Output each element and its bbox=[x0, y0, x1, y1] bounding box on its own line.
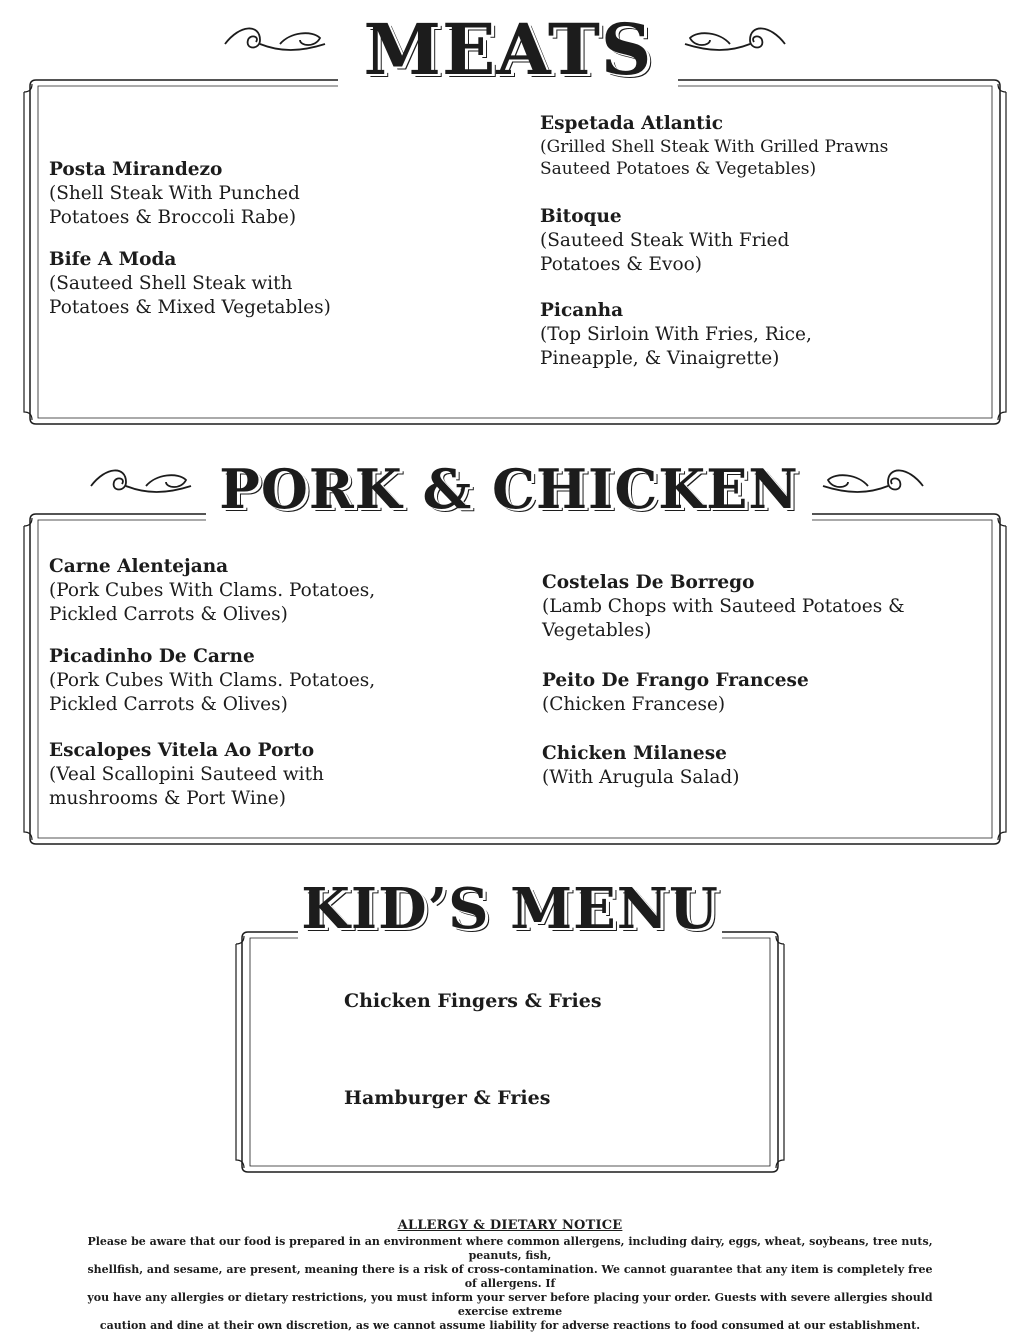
scroll-flourish-icon bbox=[818, 464, 928, 508]
item-desc: (Chicken Francese) bbox=[542, 694, 726, 715]
item-desc: (With Arugula Salad) bbox=[542, 767, 740, 788]
menu-item bbox=[540, 299, 830, 371]
menu-item bbox=[540, 205, 810, 277]
scroll-flourish-icon bbox=[220, 22, 330, 66]
notice-body bbox=[80, 1235, 940, 1333]
item-name: Carne Alentejana bbox=[49, 556, 229, 577]
allergy-notice bbox=[80, 1218, 940, 1333]
notice-title: ALLERGY & DIETARY NOTICE bbox=[397, 1218, 623, 1233]
item-desc: (Pork Cubes With Clams. Potatoes, Pickled Carrots & Olives) bbox=[49, 580, 376, 625]
menu-item bbox=[542, 742, 922, 790]
item-name: Costelas De Borrego bbox=[542, 572, 755, 593]
item-desc: (Lamb Chops with Sauteed Potatoes & Vegetables) bbox=[542, 596, 905, 641]
item-desc: (Sauteed Steak With Fried Potatoes & Evoo) bbox=[540, 230, 790, 275]
pork-chicken-heading bbox=[206, 452, 812, 526]
item-desc: (Top Sirloin With Fries, Rice, Pineapple, & Vinaigrette) bbox=[540, 324, 812, 369]
notice-line: you have any allergies or dietary restrictions, you must inform your server before placing your order. Guests with severe allergies should exercise extreme bbox=[87, 1291, 933, 1318]
kids-item: Hamburger & Fries bbox=[344, 1087, 551, 1109]
item-desc: (Veal Scallopini Sauteed with mushrooms & Port Wine) bbox=[49, 764, 324, 809]
menu-item bbox=[49, 555, 389, 627]
notice-line: Please be aware that our food is prepared in an environment where common allergens, including dairy, eggs, wheat, soybeans, tree nuts, peanuts, fish, bbox=[87, 1235, 933, 1262]
item-name: Peito De Frango Francese bbox=[542, 670, 809, 691]
meats-heading bbox=[338, 8, 678, 91]
item-name: Bitoque bbox=[540, 206, 622, 227]
menu-item bbox=[49, 158, 349, 230]
item-name: Bife A Moda bbox=[49, 249, 177, 270]
menu-item bbox=[542, 669, 922, 717]
item-desc: (Shell Steak With Punched Potatoes & Broccoli Rabe) bbox=[49, 183, 300, 228]
menu-item bbox=[49, 248, 349, 320]
menu-item bbox=[49, 739, 349, 811]
menu-item bbox=[542, 571, 922, 643]
scroll-flourish-icon bbox=[680, 22, 790, 66]
kids-item: Chicken Fingers & Fries bbox=[344, 990, 602, 1012]
menu-item bbox=[540, 112, 900, 180]
kids-frame-border bbox=[234, 924, 786, 1180]
kids-frame bbox=[234, 924, 786, 1180]
pork-chicken-title: PORK & CHICKEN bbox=[219, 457, 799, 521]
item-name: Escalopes Vitela Ao Porto bbox=[49, 740, 315, 761]
kids-title: KID’S MENU bbox=[301, 876, 719, 942]
item-desc: (Grilled Shell Steak With Grilled Prawns Sauteed Potatoes & Vegetables) bbox=[540, 137, 889, 179]
item-desc: (Sauteed Shell Steak with Potatoes & Mixed Vegetables) bbox=[49, 273, 331, 318]
notice-line: caution and dine at their own discretion, as we cannot assume liability for adverse reactions to food consumed at our establishment. bbox=[99, 1319, 921, 1332]
meats-title: MEATS bbox=[363, 8, 653, 91]
item-name: Espetada Atlantic bbox=[540, 113, 723, 134]
menu-item bbox=[49, 645, 389, 717]
notice-line: shellfish, and sesame, are present, meaning there is a risk of cross-contamination. We cannot guarantee that any item is completely free of allergens. If bbox=[87, 1263, 933, 1290]
scroll-flourish-icon bbox=[86, 464, 196, 508]
kids-heading bbox=[298, 872, 722, 946]
item-name: Picanha bbox=[540, 300, 624, 321]
item-desc: (Pork Cubes With Clams. Potatoes, Pickled Carrots & Olives) bbox=[49, 670, 376, 715]
item-name: Picadinho De Carne bbox=[49, 646, 255, 667]
item-name: Chicken Milanese bbox=[542, 743, 727, 764]
item-name: Posta Mirandezo bbox=[49, 159, 223, 180]
